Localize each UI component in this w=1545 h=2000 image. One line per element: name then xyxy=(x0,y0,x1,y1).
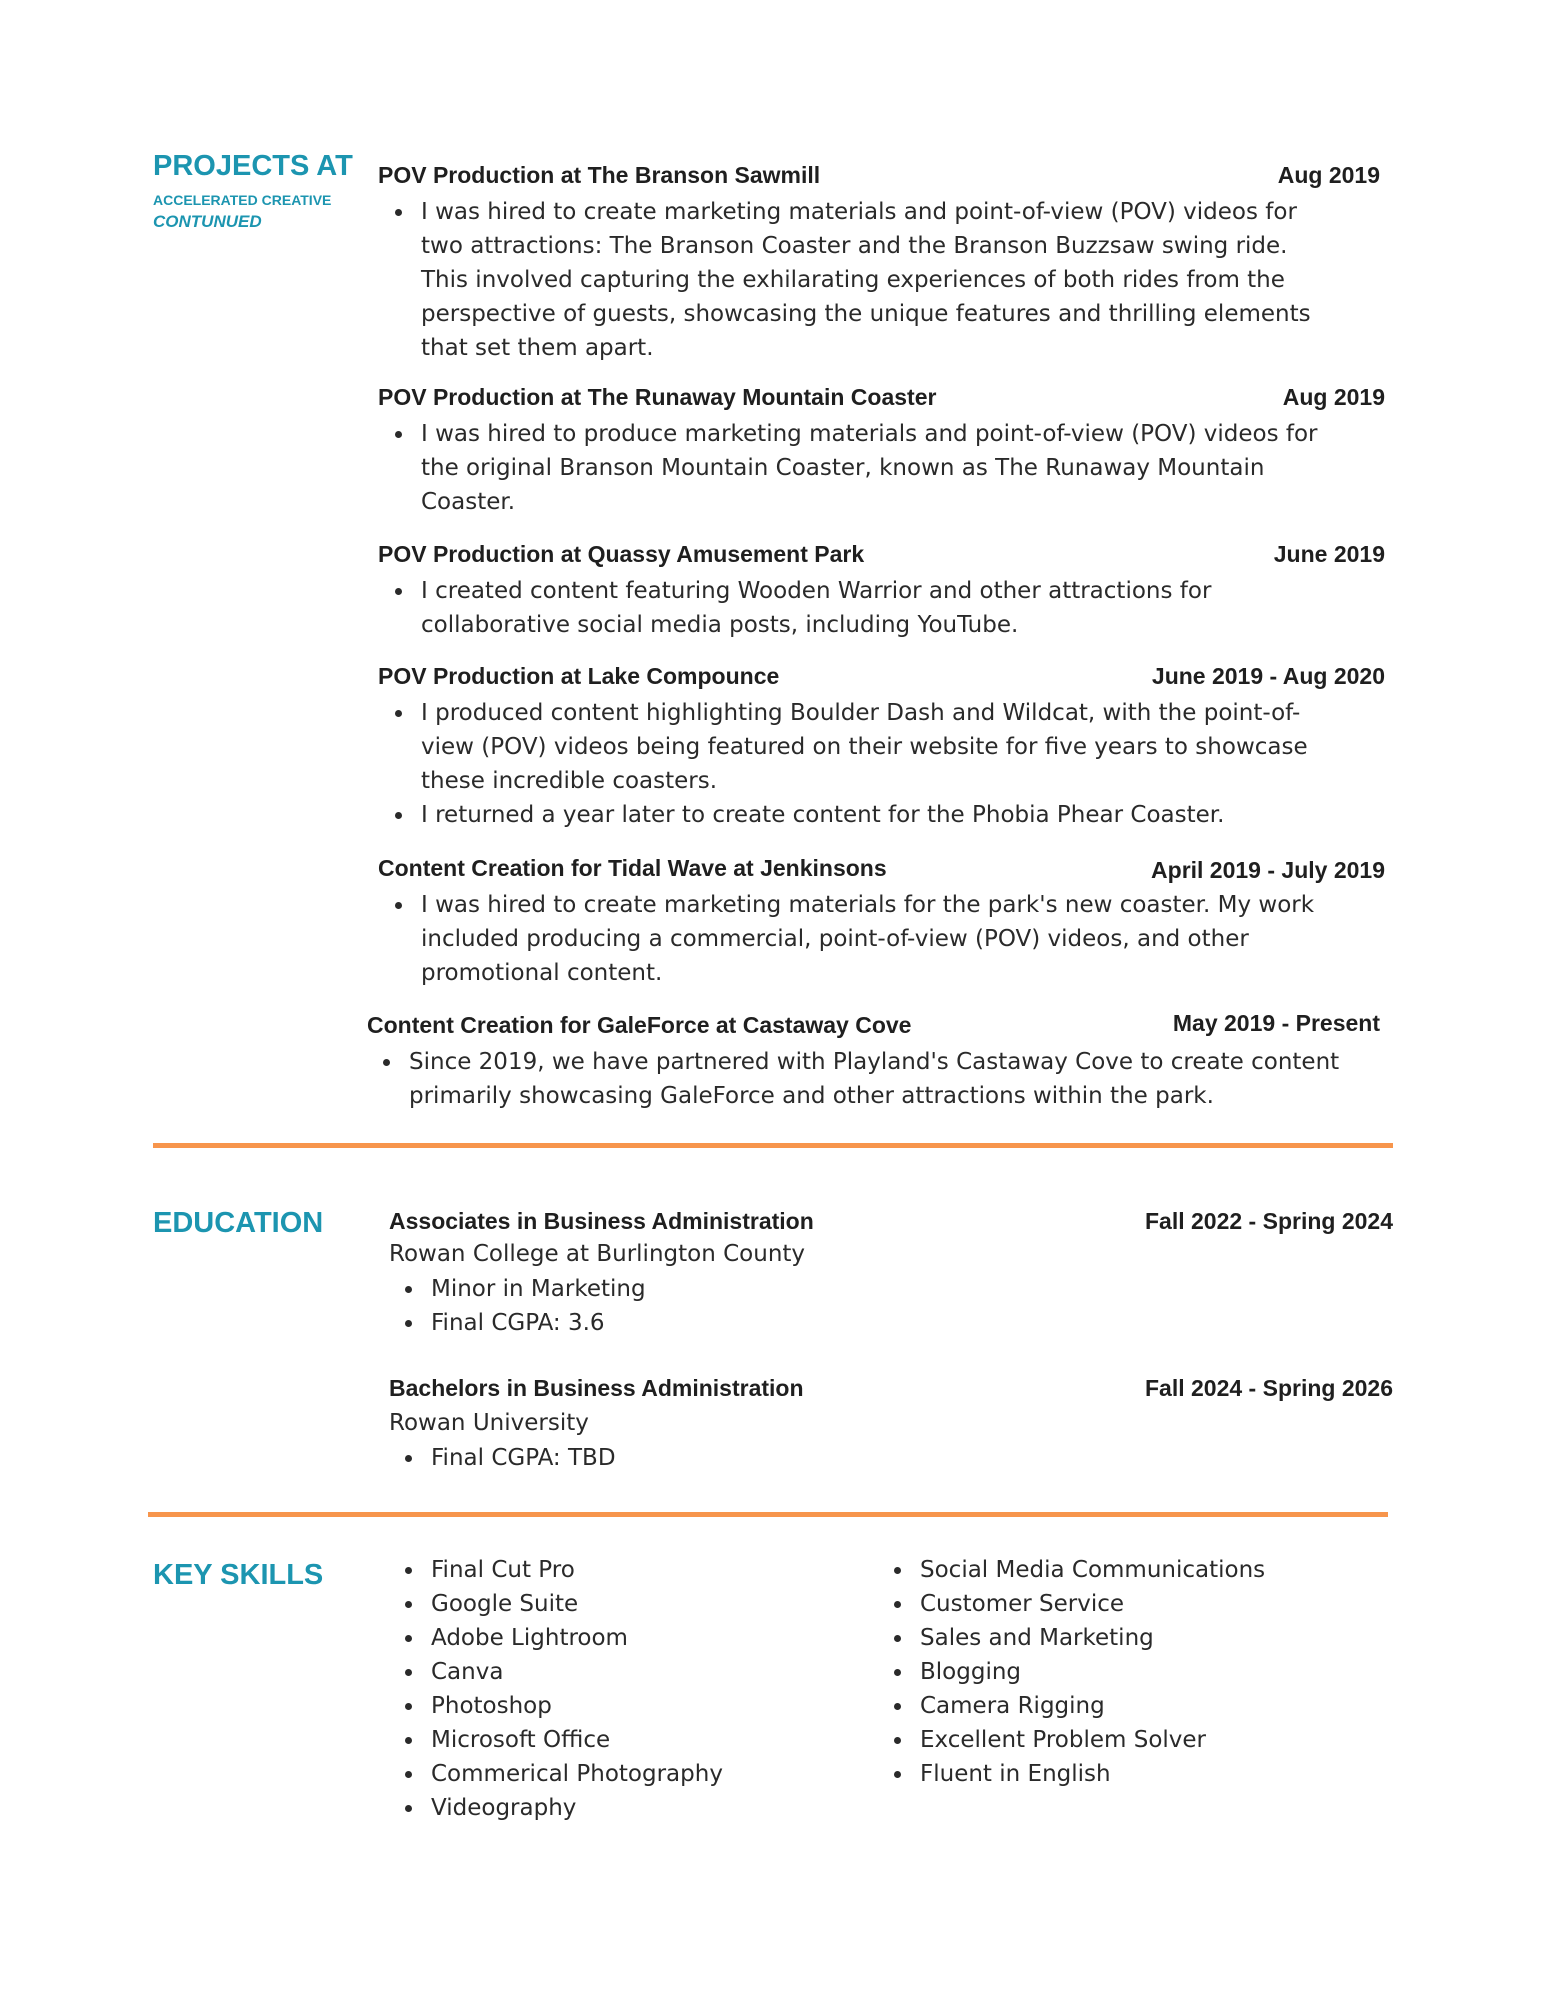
key-skills-heading: KEY SKILLS xyxy=(153,1559,324,1591)
list-item: Sales and Marketing xyxy=(920,1621,1380,1655)
project-date: Aug 2019 xyxy=(1282,384,1385,410)
list-item: Adobe Lightroom xyxy=(431,1621,871,1655)
list-item: I was hired to create marketing materials for the park's new coaster. My work included producing a commercial, point-of-view (POV) videos, and other promotional content. xyxy=(421,888,1341,990)
list-item: Canva xyxy=(431,1655,871,1689)
education-heading: EDUCATION xyxy=(153,1207,324,1239)
project-title: Content Creation for GaleForce at Castaway Cove xyxy=(367,1012,912,1038)
project-date: June 2019 - Aug 2020 xyxy=(1151,663,1385,689)
education-degree: Associates in Business Administration xyxy=(389,1208,814,1234)
project-title: Content Creation for Tidal Wave at Jenkinsons xyxy=(378,855,887,881)
list-item: I produced content highlighting Boulder Dash and Wildcat, with the point-of-view (POV) videos being featured on their website for five years to showcase these incredible coasters. xyxy=(421,696,1341,798)
project-bullets xyxy=(421,696,1341,832)
list-item: Final CGPA: 3.6 xyxy=(431,1306,1131,1340)
education-degree: Bachelors in Business Administration xyxy=(389,1375,804,1401)
projects-subheading: ACCELERATED CREATIVE xyxy=(153,192,332,208)
project-bullets xyxy=(421,574,1341,642)
project-bullets xyxy=(421,195,1341,365)
list-item: Fluent in English xyxy=(920,1757,1380,1791)
education-school: Rowan University xyxy=(389,1410,589,1436)
list-item: Customer Service xyxy=(920,1587,1380,1621)
list-item: Videography xyxy=(431,1791,871,1825)
list-item: I was hired to produce marketing materials and point-of-view (POV) videos for the original Branson Mountain Coaster, known as The Runaway Mountain Coaster. xyxy=(421,417,1341,519)
list-item: I returned a year later to create content for the Phobia Phear Coaster. xyxy=(421,798,1341,832)
education-school: Rowan College at Burlington County xyxy=(389,1241,806,1267)
project-date: April 2019 - July 2019 xyxy=(1151,857,1385,883)
project-bullets xyxy=(421,888,1341,990)
project-title: POV Production at Quassy Amusement Park xyxy=(378,541,865,567)
section-divider xyxy=(148,1512,1388,1517)
project-title: POV Production at The Runaway Mountain Coaster xyxy=(378,384,937,410)
list-item: I created content featuring Wooden Warrior and other attractions for collaborative social media posts, including YouTube. xyxy=(421,574,1341,642)
list-item: Microsoft Office xyxy=(431,1723,871,1757)
projects-heading: PROJECTS AT xyxy=(153,150,353,182)
education-bullets xyxy=(431,1441,1131,1475)
project-title: POV Production at The Branson Sawmill xyxy=(378,162,821,188)
list-item: Final Cut Pro xyxy=(431,1553,871,1587)
list-item: I was hired to create marketing materials and point-of-view (POV) videos for two attractions: The Branson Coaster and the Branson Buzzsaw swing ride. This involved capturing the exhilarating experiences of both rides from the perspective of guests, showcasing the unique features and thrilling elements that set them apart. xyxy=(421,195,1341,365)
project-bullets xyxy=(409,1045,1349,1113)
list-item: Final CGPA: TBD xyxy=(431,1441,1131,1475)
project-date: May 2019 - Present xyxy=(1172,1010,1380,1036)
skills-list-left xyxy=(431,1553,871,1825)
education-date: Fall 2022 - Spring 2024 xyxy=(1144,1208,1393,1234)
education-bullets xyxy=(431,1272,1131,1340)
project-date: Aug 2019 xyxy=(1277,162,1380,188)
skills-list-right xyxy=(920,1553,1380,1791)
list-item: Blogging xyxy=(920,1655,1380,1689)
list-item: Social Media Communications xyxy=(920,1553,1380,1587)
list-item: Minor in Marketing xyxy=(431,1272,1131,1306)
list-item: Commerical Photography xyxy=(431,1757,871,1791)
project-bullets xyxy=(421,417,1341,519)
projects-continued-label: CONTUNUED xyxy=(153,212,262,231)
list-item: Excellent Problem Solver xyxy=(920,1723,1380,1757)
list-item: Google Suite xyxy=(431,1587,871,1621)
education-date: Fall 2024 - Spring 2026 xyxy=(1144,1375,1393,1401)
section-divider xyxy=(153,1143,1393,1148)
project-title: POV Production at Lake Compounce xyxy=(378,663,780,689)
list-item: Photoshop xyxy=(431,1689,871,1723)
list-item: Camera Rigging xyxy=(920,1689,1380,1723)
list-item: Since 2019, we have partnered with Playland's Castaway Cove to create content primarily showcasing GaleForce and other attractions within the park. xyxy=(409,1045,1349,1113)
project-date: June 2019 xyxy=(1273,541,1385,567)
